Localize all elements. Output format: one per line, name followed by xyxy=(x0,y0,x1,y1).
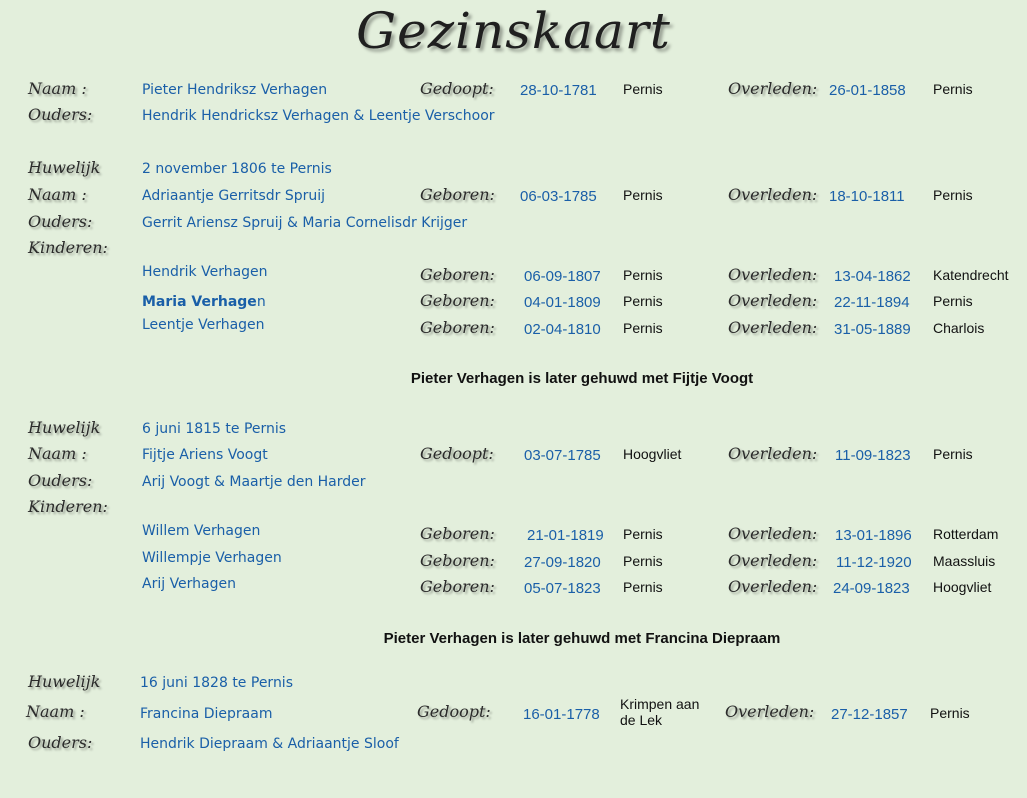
geboren-label: Geboren: xyxy=(420,318,495,337)
overleden-label: Overleden: xyxy=(728,291,818,310)
geboren-label: Geboren: xyxy=(420,577,495,596)
child-death-date: 11-12-1920 xyxy=(836,554,912,571)
overleden-label: Overleden: xyxy=(725,702,815,721)
child-birth-place: Pernis xyxy=(623,553,663,569)
spouse-death-date: 11-09-1823 xyxy=(835,447,911,464)
child-birth-place: Pernis xyxy=(623,320,663,336)
spouse-parents: Arij Voogt & Maartje den Harder xyxy=(142,474,366,490)
gedoopt-label: Gedoopt: xyxy=(420,79,494,98)
head-death-place: Pernis xyxy=(933,81,973,97)
gedoopt-label: Gedoopt: xyxy=(417,702,491,721)
spouse-death-place: Pernis xyxy=(933,446,973,462)
overleden-label: Overleden: xyxy=(728,185,818,204)
child-birth-date: 27-09-1820 xyxy=(524,554,601,571)
child-death-place: Rotterdam xyxy=(933,526,999,542)
overleden-label: Overleden: xyxy=(728,265,818,284)
head-parents: Hendrik Hendricksz Verhagen & Leentje Verschoor xyxy=(142,108,495,124)
marriage-date: 2 november 1806 te Pernis xyxy=(142,161,332,177)
child-birth-date: 02-04-1810 xyxy=(524,321,601,338)
ouders-label: Ouders: xyxy=(28,471,93,490)
naam-label: Naam : xyxy=(26,702,85,721)
child-birth-date: 04-01-1809 xyxy=(524,294,601,311)
kinderen-label: Kinderen: xyxy=(28,497,108,516)
child-name-rest: n xyxy=(256,294,266,310)
child-name xyxy=(142,291,266,310)
geboren-label: Geboren: xyxy=(420,291,495,310)
child-name: Hendrik Verhagen xyxy=(142,264,268,280)
child-name: Willempje Verhagen xyxy=(142,550,282,566)
head-baptism-place: Pernis xyxy=(623,81,663,97)
spouse-birth-date: 06-03-1785 xyxy=(520,188,597,205)
spouse-death-date: 27-12-1857 xyxy=(831,706,908,723)
child-birth-place: Pernis xyxy=(623,579,663,595)
spouse-parents: Hendrik Diepraam & Adriaantje Sloof xyxy=(140,736,399,752)
child-birth-place: Pernis xyxy=(623,526,663,542)
marriage-date: 16 juni 1828 te Pernis xyxy=(140,675,293,691)
spouse-baptism-place-line2: de Lek xyxy=(620,712,663,728)
remarriage-note: Pieter Verhagen is later gehuwd met Fijtje Voogt xyxy=(410,370,754,387)
child-death-date: 24-09-1823 xyxy=(833,580,910,597)
child-death-date: 31-05-1889 xyxy=(834,321,911,338)
kinderen-label: Kinderen: xyxy=(28,238,108,257)
overleden-label: Overleden: xyxy=(728,577,818,596)
overleden-label: Overleden: xyxy=(728,551,818,570)
geboren-label: Geboren: xyxy=(420,551,495,570)
spouse-parents: Gerrit Ariensz Spruij & Maria Cornelisdr Krijger xyxy=(142,215,468,231)
marriage-date: 6 juni 1815 te Pernis xyxy=(142,421,287,437)
spouse-name: Adriaantje Gerritsdr Spruij xyxy=(142,188,326,204)
spouse-baptism-place-line1: Krimpen aan xyxy=(620,696,700,712)
naam-label: Naam : xyxy=(28,185,87,204)
child-death-place: Pernis xyxy=(933,293,973,309)
spouse-death-place: Pernis xyxy=(930,705,970,721)
child-death-place: Hoogvliet xyxy=(933,579,992,595)
child-name-bold: Maria Verhage xyxy=(142,294,257,310)
child-death-date: 13-04-1862 xyxy=(834,268,911,285)
remarriage-note: Pieter Verhagen is later gehuwd met Francina Diepraam xyxy=(383,630,781,647)
naam-label: Naam : xyxy=(28,79,87,98)
geboren-label: Geboren: xyxy=(420,265,495,284)
overleden-label: Overleden: xyxy=(728,444,818,463)
child-death-date: 13-01-1896 xyxy=(835,527,912,544)
child-death-place: Maassluis xyxy=(933,553,996,569)
child-birth-date: 06-09-1807 xyxy=(524,268,601,285)
spouse-birth-place: Pernis xyxy=(623,187,663,203)
spouse-death-place: Pernis xyxy=(933,187,973,203)
spouse-name: Francina Diepraam xyxy=(140,706,273,722)
ouders-label: Ouders: xyxy=(28,105,93,124)
child-birth-place: Pernis xyxy=(623,293,663,309)
huwelijk-label: Huwelijk xyxy=(28,672,101,691)
huwelijk-label: Huwelijk xyxy=(28,418,101,437)
child-name: Arij Verhagen xyxy=(142,576,237,592)
spouse-death-date: 18-10-1811 xyxy=(829,188,905,205)
head-name: Pieter Hendriksz Verhagen xyxy=(142,82,328,98)
spouse-baptism-place: Hoogvliet xyxy=(623,446,682,462)
child-birth-date: 05-07-1823 xyxy=(524,580,601,597)
naam-label: Naam : xyxy=(28,444,87,463)
child-death-date: 22-11-1894 xyxy=(834,294,910,311)
overleden-label: Overleden: xyxy=(728,79,818,98)
geboren-label: Geboren: xyxy=(420,185,495,204)
overleden-label: Overleden: xyxy=(728,318,818,337)
child-name: Leentje Verhagen xyxy=(142,317,265,333)
head-death-date: 26-01-1858 xyxy=(829,82,906,99)
page-title: Gezinskaart xyxy=(356,2,671,60)
spouse-baptism-date: 16-01-1778 xyxy=(523,706,600,723)
head-baptism-date: 28-10-1781 xyxy=(520,82,597,99)
overleden-label: Overleden: xyxy=(728,524,818,543)
child-name: Willem Verhagen xyxy=(142,523,261,539)
child-death-place: Katendrecht xyxy=(933,267,1009,283)
gedoopt-label: Gedoopt: xyxy=(420,444,494,463)
huwelijk-label: Huwelijk xyxy=(28,158,101,177)
child-death-place: Charlois xyxy=(933,320,985,336)
spouse-baptism-date: 03-07-1785 xyxy=(524,447,601,464)
ouders-label: Ouders: xyxy=(28,733,93,752)
child-birth-place: Pernis xyxy=(623,267,663,283)
geboren-label: Geboren: xyxy=(420,524,495,543)
ouders-label: Ouders: xyxy=(28,212,93,231)
child-birth-date: 21-01-1819 xyxy=(527,527,604,544)
spouse-name: Fijtje Ariens Voogt xyxy=(142,447,268,463)
